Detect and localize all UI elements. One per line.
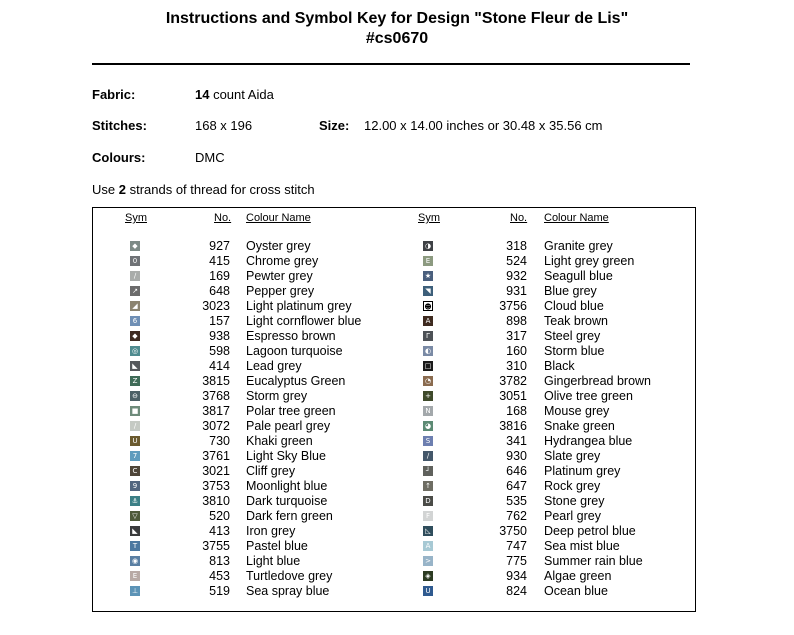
fabric-count: 14 [195, 87, 210, 102]
dmc-number: 775 [506, 554, 527, 568]
colour-name: Espresso brown [246, 329, 336, 343]
key-row-right [0, 509, 794, 524]
dmc-number: 648 [209, 284, 230, 298]
colour-name: Oyster grey [246, 239, 311, 253]
dmc-number: 3817 [202, 404, 230, 418]
stitch-symbol-icon: D [423, 496, 433, 506]
dmc-number: 747 [506, 539, 527, 553]
dmc-number: 934 [506, 569, 527, 583]
key-row-right [0, 404, 794, 419]
dmc-number: 415 [209, 254, 230, 268]
dmc-number: 413 [209, 524, 230, 538]
dmc-number: 930 [506, 449, 527, 463]
colour-name: Hydrangea blue [544, 434, 633, 448]
key-row-right [0, 539, 794, 554]
dmc-number: 646 [506, 464, 527, 478]
stitch-symbol-icon: ▽ [130, 511, 140, 521]
header-no-left: No. [214, 212, 232, 224]
stitch-symbol-icon: ↗ [130, 286, 140, 296]
dmc-number: 519 [209, 584, 230, 598]
stitch-symbol-icon: ◈ [423, 571, 433, 581]
colours-value: DMC [195, 150, 225, 165]
key-row-right [0, 389, 794, 404]
stitch-symbol-icon: A [423, 316, 433, 326]
colour-name: Khaki green [246, 434, 313, 448]
strands-suffix: strands of thread for cross stitch [125, 182, 315, 197]
stitch-symbol-icon: ◎ [131, 347, 139, 355]
header-sym-left: Sym [125, 212, 147, 224]
stitch-symbol-icon: ◉ [131, 557, 139, 565]
colour-name: Lagoon turquoise [246, 344, 343, 358]
colour-name: Pearl grey [544, 509, 601, 523]
stitch-symbol-icon: E [130, 571, 140, 581]
stitches-label: Stitches: [92, 118, 147, 133]
strands-count: 2 [118, 182, 126, 197]
dmc-number: 3072 [202, 419, 230, 433]
stitch-symbol-icon: > [423, 556, 433, 566]
dmc-number: 3756 [499, 299, 527, 313]
dmc-number: 3021 [202, 464, 230, 478]
dmc-number: 3815 [202, 374, 230, 388]
stitch-symbol-icon: + [423, 391, 433, 401]
colour-name: Rock grey [544, 479, 601, 493]
stitch-symbol-icon: ◆ [130, 241, 140, 251]
dmc-number: 310 [506, 359, 527, 373]
dmc-number: 341 [506, 434, 527, 448]
key-row-right [0, 479, 794, 494]
colour-name: Stone grey [544, 494, 605, 508]
colour-name: Olive tree green [544, 389, 633, 403]
key-row-right [0, 284, 794, 299]
key-row-right [0, 464, 794, 479]
dmc-number: 535 [506, 494, 527, 508]
stitch-symbol-icon: 7 [130, 451, 140, 461]
key-row-right [0, 299, 794, 314]
colour-name: Storm blue [544, 344, 605, 358]
stitch-symbol-icon: ★ [424, 272, 432, 280]
stitch-symbol-icon: ⚓ [131, 497, 139, 505]
stitch-symbol-icon: 9 [130, 481, 140, 491]
dmc-number: 898 [506, 314, 527, 328]
colour-name: Light cornflower blue [246, 314, 362, 328]
strands-prefix: Use [92, 182, 119, 197]
dmc-number: 169 [209, 269, 230, 283]
stitch-symbol-icon: / [130, 421, 140, 431]
dmc-number: 824 [506, 584, 527, 598]
stitch-symbol-icon: ⊖ [130, 391, 140, 401]
colour-name: Gingerbread brown [544, 374, 652, 388]
colour-name: Algae green [544, 569, 612, 583]
colour-name: Polar tree green [246, 404, 336, 418]
stitch-symbol-icon: ◣ [130, 361, 140, 371]
stitch-symbol-icon: ┘ [423, 466, 433, 476]
colour-name: Pale pearl grey [246, 419, 331, 433]
stitch-symbol-icon: C [130, 466, 140, 476]
strands-note [92, 182, 315, 198]
fabric-type: count Aida [209, 87, 274, 102]
dmc-number: 931 [506, 284, 527, 298]
dmc-number: 3753 [202, 479, 230, 493]
key-row-right [0, 494, 794, 509]
colour-name: Light blue [246, 554, 301, 568]
stitch-symbol-icon: E [423, 256, 433, 266]
dmc-number: 3768 [202, 389, 230, 403]
key-row-right [0, 329, 794, 344]
stitch-symbol-icon: ◣ [130, 526, 140, 536]
colour-name: Steel grey [544, 329, 601, 343]
dmc-number: 3816 [499, 419, 527, 433]
stitch-symbol-icon: ◐ [424, 347, 432, 355]
stitch-symbol-icon: Γ [423, 331, 433, 341]
stitch-symbol-icon: N [423, 406, 433, 416]
stitch-symbol-icon: ↑ [423, 481, 433, 491]
colour-name: Dark fern green [246, 509, 333, 523]
key-row-right [0, 554, 794, 569]
colour-name: Turtledove grey [246, 569, 333, 583]
stitch-symbol-icon: ◺ [423, 526, 433, 536]
key-row-right [0, 344, 794, 359]
stitch-symbol-icon: T [130, 541, 140, 551]
stitch-symbol-icon: 0 [130, 256, 140, 266]
colour-name: Mouse grey [544, 404, 610, 418]
dmc-number: 3051 [499, 389, 527, 403]
colour-name: Light Sky Blue [246, 449, 326, 463]
dmc-number: 730 [209, 434, 230, 448]
stitch-symbol-icon: ⊥ [131, 587, 139, 595]
colour-name: Moonlight blue [246, 479, 328, 493]
dmc-number: 938 [209, 329, 230, 343]
fabric-label: Fabric: [92, 87, 136, 102]
key-row-right [0, 269, 794, 284]
dmc-number: 168 [506, 404, 527, 418]
stitch-symbol-icon: ■ [131, 407, 139, 415]
stitch-symbol-icon: ◕ [424, 422, 432, 430]
colour-name: Deep petrol blue [544, 524, 636, 538]
key-row-right [0, 449, 794, 464]
colour-name: Teak brown [544, 314, 608, 328]
colour-name: Sea spray blue [246, 584, 330, 598]
stitch-symbol-icon: 6 [130, 316, 140, 326]
dmc-number: 157 [209, 314, 230, 328]
colours-label: Colours: [92, 150, 146, 165]
colour-name: Pepper grey [246, 284, 315, 298]
dmc-number: 762 [506, 509, 527, 523]
dmc-number: 414 [209, 359, 230, 373]
key-row-right [0, 239, 794, 254]
colour-name: Pastel blue [246, 539, 308, 553]
stitch-symbol-icon: A [423, 541, 433, 551]
key-row-right [0, 254, 794, 269]
stitch-symbol-icon: ◢ [130, 301, 140, 311]
colour-name: Platinum grey [544, 464, 621, 478]
stitches-value: 168 x 196 [195, 118, 253, 133]
stitch-symbol-icon: ∕ [423, 451, 433, 461]
colour-name: Storm grey [246, 389, 308, 403]
colour-name: Iron grey [246, 524, 296, 538]
colour-name: Ocean blue [544, 584, 608, 598]
colour-name: Snake green [544, 419, 615, 433]
dmc-number: 3750 [499, 524, 527, 538]
stitch-symbol-icon: ◑ [424, 242, 432, 250]
colour-name: Light grey green [544, 254, 635, 268]
colour-name: Granite grey [544, 239, 613, 253]
key-row-right [0, 434, 794, 449]
key-row-right [0, 419, 794, 434]
dmc-number: 647 [506, 479, 527, 493]
size-label: Size: [319, 118, 350, 133]
title-rule [92, 63, 690, 65]
stitch-symbol-icon: ∕ [130, 271, 140, 281]
key-row-right [0, 524, 794, 539]
document-title: Instructions and Symbol Key for Design "Stone Fleur de Lis" [165, 10, 629, 27]
key-row-right [0, 374, 794, 389]
dmc-number: 927 [209, 239, 230, 253]
colour-name: Pewter grey [246, 269, 313, 283]
colour-name: Light platinum grey [246, 299, 352, 313]
dmc-number: 318 [506, 239, 527, 253]
dmc-number: 3782 [499, 374, 527, 388]
dmc-number: 813 [209, 554, 230, 568]
dmc-number: 160 [506, 344, 527, 358]
colour-name: Cloud blue [544, 299, 604, 313]
stitch-symbol-icon: U [423, 586, 433, 596]
header-sym-right: Sym [418, 212, 440, 224]
colour-name: Lead grey [246, 359, 302, 373]
stitch-symbol-icon: ◥ [423, 286, 433, 296]
stitch-symbol-icon: □ [424, 362, 432, 370]
stitch-symbol-icon: ☻ [424, 303, 432, 311]
colour-name: Dark turquoise [246, 494, 328, 508]
colour-name: Black [544, 359, 575, 373]
key-row-right [0, 569, 794, 584]
fabric-value [195, 87, 274, 103]
stitch-symbol-icon: Z [130, 376, 140, 386]
colour-name: Cliff grey [246, 464, 296, 478]
stitch-symbol-icon: F [423, 511, 433, 521]
header-name-right: Colour Name [544, 212, 609, 224]
stitch-symbol-icon: ◔ [424, 377, 432, 385]
stitch-symbol-icon: U [130, 436, 140, 446]
dmc-number: 317 [506, 329, 527, 343]
dmc-number: 3810 [202, 494, 230, 508]
header-no-right: No. [510, 212, 528, 224]
dmc-number: 520 [209, 509, 230, 523]
dmc-number: 524 [506, 254, 527, 268]
dmc-number: 3023 [202, 299, 230, 313]
stitch-symbol-icon: S [423, 436, 433, 446]
size-value: 12.00 x 14.00 inches or 30.48 x 35.56 cm [364, 118, 603, 133]
dmc-number: 453 [209, 569, 230, 583]
colour-name: Summer rain blue [544, 554, 643, 568]
key-row-right [0, 359, 794, 374]
colour-name: Slate grey [544, 449, 601, 463]
key-row-right [0, 584, 794, 599]
design-code: #cs0670 [365, 30, 429, 47]
colour-name: Seagull blue [544, 269, 613, 283]
colour-name: Blue grey [544, 284, 597, 298]
colour-name: Eucalyptus Green [246, 374, 346, 388]
dmc-number: 598 [209, 344, 230, 358]
stitch-symbol-icon: ◆ [130, 331, 140, 341]
dmc-number: 932 [506, 269, 527, 283]
colour-name: Sea mist blue [544, 539, 620, 553]
key-row-right [0, 314, 794, 329]
dmc-number: 3761 [202, 449, 230, 463]
header-name-left: Colour Name [246, 212, 311, 224]
dmc-number: 3755 [202, 539, 230, 553]
colour-name: Chrome grey [246, 254, 319, 268]
